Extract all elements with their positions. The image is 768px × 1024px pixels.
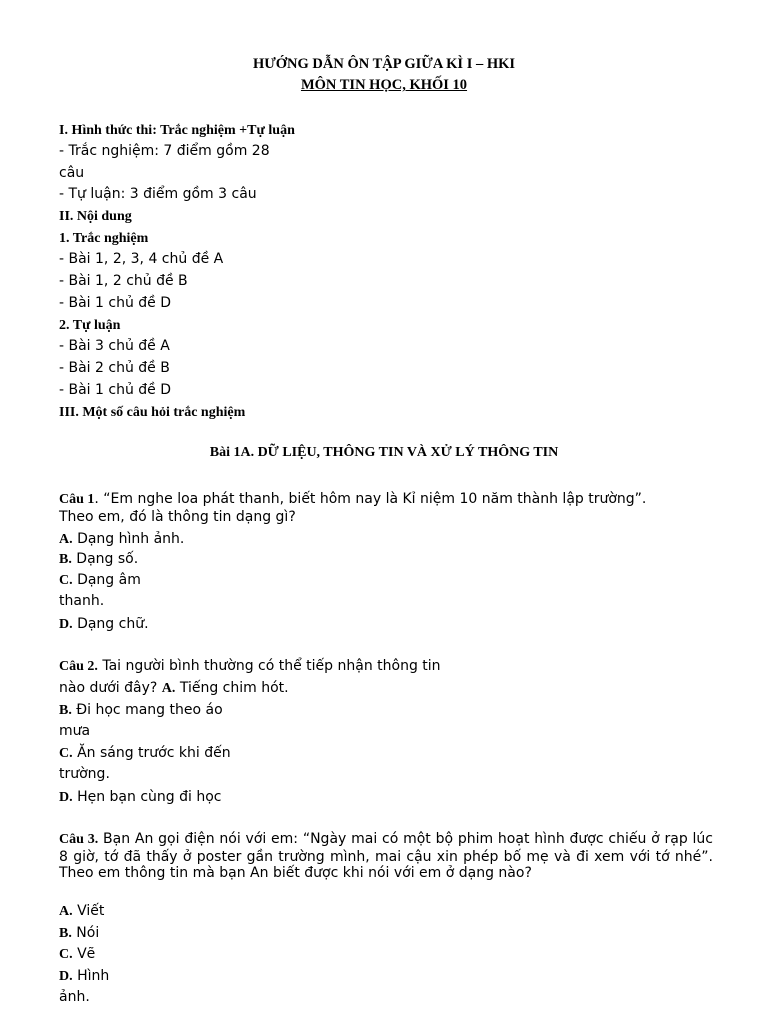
section-2-heading: II. Nội dung	[59, 209, 132, 224]
list-item: - Bài 1, 2, 3, 4 chủ đề A	[59, 251, 224, 267]
part-2-heading: 2. Tự luận	[59, 318, 121, 333]
document-subtitle: MÔN TIN HỌC, KHỐI 10	[300, 77, 468, 93]
question-3-text: Câu 3. Bạn An gọi điện nói với em: “Ngày mai có một bộ phim hoạt hình được chiếu ở rạp lúc 8 giờ, tớ đã thấy ở poster gần trường mình, mai cậu xin phép bố mẹ và đi xem với tớ nhé”. Theo em thông tin mà bạn An biết được khi nói với em ở dạng nào?	[59, 831, 713, 881]
exam-format-essay: - Tự luận: 3 điểm gồm 3 câu	[59, 186, 257, 202]
question-label: Câu 3.	[59, 832, 99, 847]
question-1-line-2: Theo em, đó là thông tin dạng gì?	[59, 509, 296, 525]
exam-format-mc: - Trắc nghiệm: 7 điểm gồm 28	[59, 143, 270, 159]
list-item: - Bài 2 chủ đề B	[59, 360, 170, 376]
document-title: HƯỚNG DẪN ÔN TẬP GIỮA KÌ I – HKI	[252, 56, 516, 72]
question-1-option-c: C. Dạng âm	[59, 572, 141, 588]
question-label: Câu 1	[59, 492, 95, 507]
question-2-option-c-cont: trường.	[59, 766, 110, 782]
question-2-option-c: C. Ăn sáng trước khi đến	[59, 745, 231, 761]
list-item: - Bài 1, 2 chủ đề B	[59, 273, 188, 289]
question-2-option-b-cont: mưa	[59, 723, 91, 739]
question-2-line-1: Câu 2. Tai người bình thường có thể tiếp nhận thông tin	[59, 658, 441, 674]
list-item: - Bài 1 chủ đề D	[59, 295, 172, 311]
question-label: Câu 2.	[59, 659, 98, 674]
question-1-option-c-cont: thanh.	[59, 593, 105, 609]
question-1-line-1: Câu 1. “Em nghe loa phát thanh, biết hôm nay là Kỉ niệm 10 năm thành lập trường”.	[59, 491, 647, 507]
section-1-heading: I. Hình thức thi: Trắc nghiệm +Tự luận	[59, 123, 295, 138]
question-3-option-a: A. Viết	[59, 903, 105, 919]
exam-format-mc-cont: câu	[59, 165, 85, 181]
question-3-option-c: C. Vẽ	[59, 946, 96, 962]
lesson-title: Bài 1A. DỮ LIỆU, THÔNG TIN VÀ XỬ LÝ THÔNG TIN	[209, 445, 559, 460]
list-item: - Bài 3 chủ đề A	[59, 338, 170, 354]
part-1-heading: 1. Trắc nghiệm	[59, 231, 149, 246]
question-2-line-2: nào dưới đây? A. Tiếng chim hót.	[59, 680, 289, 696]
question-2-option-d: D. Hẹn bạn cùng đi học	[59, 789, 222, 805]
question-1-option-b: B. Dạng số.	[59, 551, 139, 567]
question-3-option-b: B. Nói	[59, 925, 100, 941]
question-3-option-d-cont: ảnh.	[59, 989, 90, 1005]
question-3-option-d: D. Hình	[59, 968, 110, 984]
section-3-heading: III. Một số câu hỏi trắc nghiệm	[59, 405, 246, 420]
list-item: - Bài 1 chủ đề D	[59, 382, 172, 398]
question-1-option-a: A. Dạng hình ảnh.	[59, 531, 185, 547]
question-1-option-d: D. Dạng chữ.	[59, 616, 149, 632]
question-2-option-b: B. Đi học mang theo áo	[59, 702, 223, 718]
